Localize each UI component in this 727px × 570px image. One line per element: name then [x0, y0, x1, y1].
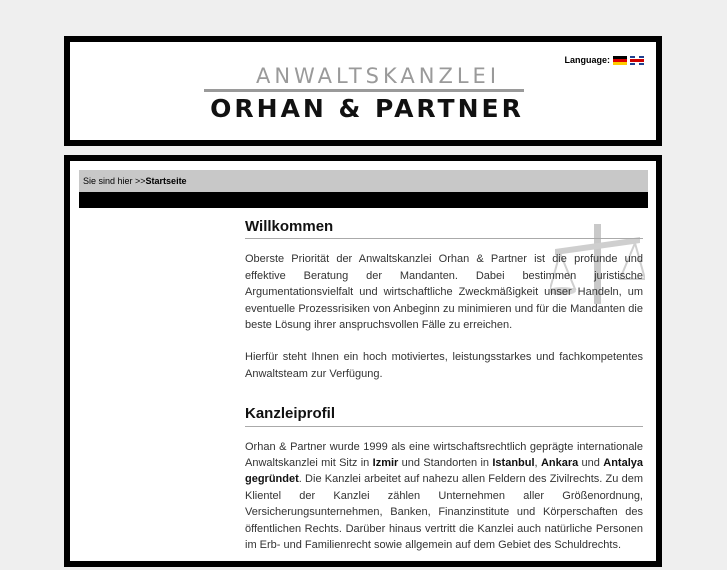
profile-paragraph: [245, 439, 643, 554]
text: . Die Kanzlei arbeitet auf nahezu allen Feldern des Zivilrechts. Zu dem Klientel der Kanzlei zählen Unternehmen aller Größenordnung, Versicherungsunternehmen, Banken, Finanzinstitute und Körperschaften des öffentlichen Rechts. Darüber hinaus vertritt die Kanzlei auch natürliche Personen im Erb- und Familienrecht sowie allgemein auf dem Gebiet des Schuldrechts.: [245, 473, 643, 552]
breadcrumb-prefix: Sie sind hier >>: [83, 176, 146, 186]
main-content: [245, 219, 643, 570]
logo-divider: [204, 89, 524, 92]
welcome-paragraph: Oberste Priorität der Anwaltskanzlei Orhan & Partner ist die profunde und effektive Beratung der Mandanten. Dabei bestimmen juristische Argumentationsvielfalt und wirtschaftliche Zweckmäßigkeit unser Handeln, um eventuelle Prozessrisiken von Anbeginn zu minimieren und für die Mandanten die beste Lösung ihrer anspruchsvollen Fälle zu erreichen.: [245, 253, 643, 332]
text: Orhan & Partner wurde 1999 als eine wirtschaftsrechtlich geprägte internationale Anwaltskanzlei mit Sitz in: [245, 440, 643, 470]
flag-de-icon[interactable]: [613, 56, 627, 65]
city-izmir: Izmir: [372, 457, 399, 470]
nav-bar: [79, 192, 648, 208]
text: und Standorten in: [398, 457, 493, 470]
welcome-heading: Willkommen: [245, 219, 643, 239]
city-istanbul: Istanbul: [492, 457, 535, 470]
text: ,: [534, 457, 541, 470]
profile-heading: Kanzleiprofil: [245, 406, 643, 426]
language-selector: [564, 55, 644, 65]
breadcrumb-current[interactable]: Startseite: [145, 176, 187, 186]
language-label: Language:: [564, 55, 610, 65]
text: und: [578, 457, 604, 470]
header: [64, 36, 662, 146]
logo-title[interactable]: ORHAN & PARTNER: [210, 94, 524, 123]
flag-uk-icon[interactable]: [630, 56, 644, 65]
city-antalya: Antalya gegründet: [245, 457, 643, 486]
team-paragraph: Hierfür steht Ihnen ein hoch motiviertes, leistungsstarkes und fachkompetentes Anwaltsteam zur Verfügung.: [245, 351, 643, 380]
city-ankara: Ankara: [540, 457, 579, 470]
breadcrumb: [79, 170, 648, 192]
content-panel: [64, 155, 662, 567]
logo-subtitle: ANWALTSKANZLEI: [255, 64, 501, 88]
